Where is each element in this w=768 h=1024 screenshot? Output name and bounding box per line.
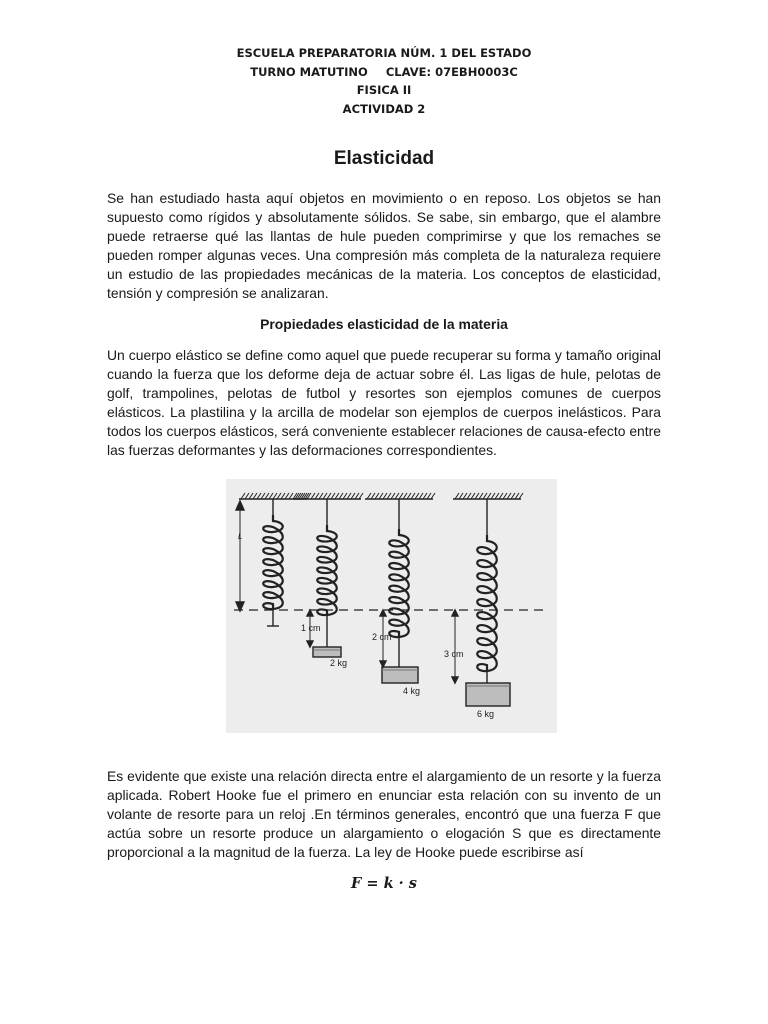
stretch-arrow-head-bottom-3 <box>452 677 458 683</box>
ceiling-hatch-1 <box>319 493 323 499</box>
ceiling-hatch-3 <box>499 493 503 499</box>
mass-label-4kg: 4 kg <box>403 686 421 696</box>
ceiling-hatch-2 <box>391 493 395 499</box>
ceiling-hatch-0 <box>289 493 293 499</box>
ceiling-hatch-2 <box>415 493 419 499</box>
ceiling-hatch-1 <box>343 493 347 499</box>
stretch-label-1: 1 cm <box>301 623 321 633</box>
ceiling-hatch-2 <box>379 493 383 499</box>
section-subtitle: Propiedades elasticidad de la materia <box>260 316 508 332</box>
ceiling-hatch-3 <box>475 493 479 499</box>
ceiling-hatch-3 <box>511 493 515 499</box>
stretch-label-2: 2 cm <box>372 632 392 642</box>
hooke-formula: F = k · s <box>351 875 417 892</box>
ceiling-hatch-2 <box>411 493 415 499</box>
ceiling-hatch-0 <box>285 493 289 499</box>
ceiling-hatch-3 <box>487 493 491 499</box>
length-arrow-head-top <box>236 501 244 510</box>
ceiling-hatch-2 <box>403 493 407 499</box>
ceiling-hatch-3 <box>515 493 519 499</box>
length-label: L <box>238 532 243 541</box>
spring-coil-1 <box>317 525 337 615</box>
subject-name: FISICA II <box>356 83 412 97</box>
mass-block-1 <box>313 647 341 657</box>
ceiling-hatch-0 <box>245 493 249 499</box>
ceiling-hatch-2 <box>427 493 431 499</box>
ceiling-hatch-3 <box>507 493 511 499</box>
ceiling-hatch-2 <box>395 493 399 499</box>
shift-label: TURNO MATUTINO <box>250 64 368 79</box>
ceiling-hatch-2 <box>407 493 411 499</box>
ceiling-hatch-0 <box>261 493 265 499</box>
ceiling-hatch-3 <box>471 493 475 499</box>
spring-coil-0 <box>263 515 283 609</box>
ceiling-hatch-0 <box>281 493 285 499</box>
ceiling-hatch-2 <box>367 493 371 499</box>
elastic-body-paragraph: Un cuerpo elástico se define como aquel que puede recuperar su forma y tamaño original cuando la fuerza que los deforme deja de actuar sobre él. Las ligas de hule, pelotas de golf, trampolines, pelotas de futbol y resortes son ejemplos comunes de cuerpos elásticos. La plastilina y la arcilla de modelar son ejemplos de cuerpos inelásticos. Para todos los cuerpos elásticos, será conveniente establecer relaciones de causa-efecto entre las fuerzas deformantes y las deformaciones correspondientes. <box>107 347 661 458</box>
ceiling-hatch-3 <box>455 493 459 499</box>
ceiling-hatch-1 <box>311 493 315 499</box>
ceiling-hatch-0 <box>265 493 269 499</box>
stretch-arrow-head-top-1 <box>307 610 313 616</box>
stretch-arrow-head-top-3 <box>452 610 458 616</box>
ceiling-hatch-1 <box>339 493 343 499</box>
ceiling-hatch-0 <box>269 493 273 499</box>
ceiling-hatch-1 <box>359 493 363 499</box>
ceiling-hatch-2 <box>371 493 375 499</box>
stretch-label-3: 3 cm <box>444 649 464 659</box>
ceiling-hatch-1 <box>315 493 319 499</box>
mass-block-2 <box>382 667 418 683</box>
hooke-paragraph: Es evidente que existe una relación directa entre el alargamiento de un resorte y la fuerza aplicada. Robert Hooke fue el primero en enunciar esta relación con su invento de un volante de resorte para un reloj .En términos generales, encontró que una fuerza F que actúa sobre un resorte produce un alargamiento o elogación S que es directamente proporcional a la magnitud de la fuerza. La ley de Hooke puede escribirse así <box>107 768 661 860</box>
spring-figure <box>226 479 557 733</box>
ceiling-hatch-2 <box>419 493 423 499</box>
ceiling-hatch-3 <box>495 493 499 499</box>
page-title: Elasticidad <box>333 148 435 169</box>
ceiling-hatch-0 <box>241 493 245 499</box>
ceiling-hatch-3 <box>467 493 471 499</box>
spring-diagram <box>226 479 557 733</box>
ceiling-hatch-2 <box>423 493 427 499</box>
ceiling-hatch-3 <box>479 493 483 499</box>
stretch-arrow-head-bottom-1 <box>307 641 313 647</box>
ceiling-hatch-0 <box>257 493 261 499</box>
ceiling-hatch-1 <box>327 493 331 499</box>
activity-number: ACTIVIDAD 2 <box>342 101 426 116</box>
ceiling-hatch-2 <box>399 493 403 499</box>
ceiling-hatch-2 <box>383 493 387 499</box>
ceiling-hatch-2 <box>387 493 391 499</box>
ceiling-hatch-0 <box>277 493 281 499</box>
ceiling-hatch-3 <box>463 493 467 499</box>
ceiling-hatch-1 <box>331 493 335 499</box>
mass-label-2kg: 2 kg <box>330 658 348 668</box>
school-header <box>0 44 768 118</box>
ceiling-hatch-1 <box>347 493 351 499</box>
ceiling-hatch-0 <box>249 493 253 499</box>
ceiling-hatch-3 <box>483 493 487 499</box>
ceiling-hatch-0 <box>273 493 277 499</box>
school-name: ESCUELA PREPARATORIA NÚM. 1 DEL ESTADO <box>236 46 532 60</box>
school-key: CLAVE: 07EBH0003C <box>385 64 518 79</box>
ceiling-hatch-3 <box>459 493 463 499</box>
ceiling-hatch-1 <box>323 493 327 499</box>
stretch-arrow-head-top-2 <box>380 610 386 616</box>
spring-coil-3 <box>477 535 497 671</box>
mass-label-6kg: 6 kg <box>477 709 495 719</box>
ceiling-hatch-2 <box>431 493 435 499</box>
ceiling-hatch-3 <box>491 493 495 499</box>
spring-coil-2 <box>389 529 409 637</box>
stretch-arrow-head-bottom-2 <box>380 661 386 667</box>
ceiling-hatch-1 <box>335 493 339 499</box>
intro-paragraph: Se han estudiado hasta aquí objetos en movimiento o en reposo. Los objetos se han supuesto como rígidos y absolutamente sólidos. Se sabe, sin embargo, que el alambre puede retraerse qué las llantas de hule pueden comprimirse y que los remaches se pueden romper algunas veces. Una compresión más completa de la naturaleza requiere un estudio de las propiedades mecánicas de la materia. Los conceptos de elasticidad, tensión y compresión se analizaran. <box>107 190 661 301</box>
shift-and-key <box>0 63 768 82</box>
ceiling-hatch-3 <box>519 493 523 499</box>
ceiling-hatch-3 <box>503 493 507 499</box>
ceiling-hatch-1 <box>351 493 355 499</box>
ceiling-hatch-1 <box>355 493 359 499</box>
ceiling-hatch-0 <box>253 493 257 499</box>
ceiling-hatch-2 <box>375 493 379 499</box>
